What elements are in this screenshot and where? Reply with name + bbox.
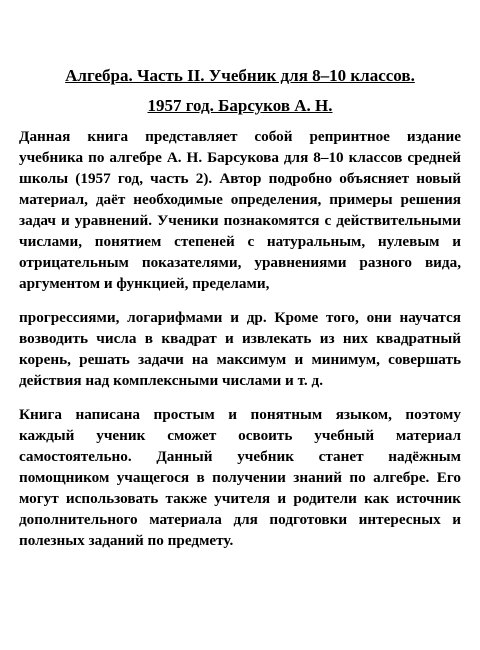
document-page [19, 62, 461, 551]
document-title-line1: Алгебра. Часть II. Учебник для 8–10 классов. [65, 66, 415, 85]
document-title-line2: 1957 год. Барсуков А. Н. [147, 96, 333, 115]
paragraph-1: Данная книга представляет собой репринтное издание учебника по алгебре А. Н. Барсукова для 8–10 классов средней школы (1957 год, часть 2). Автор подробно объясняет новый материал, даёт необходимые определения, примеры решения задач и уравнений. Ученики познакомятся с действительными числами, понятием степеней с натуральным, нулевым и отрицательным показателями, уравнениями разного вида, аргументом и функцией, пределами, [19, 128, 461, 292]
paragraph-3: Книга написана простым и понятным языком, поэтому каждый ученик сможет освоить учебный материал самостоятельно. Данный учебник станет надёжным помощником учащегося в получении знаний по алгебре. Его могут использовать также учителя и родители как источник дополнительного материала для подготовки интересных и полезных заданий по предмету. [19, 406, 461, 549]
paragraph-2: прогрессиями, логарифмами и др. Кроме того, они научатся возводить числа в квадрат и извлекать из них квадратный корень, решать задачи на максимум и минимум, совершать действия над комплексными числами и т. д. [19, 309, 461, 389]
